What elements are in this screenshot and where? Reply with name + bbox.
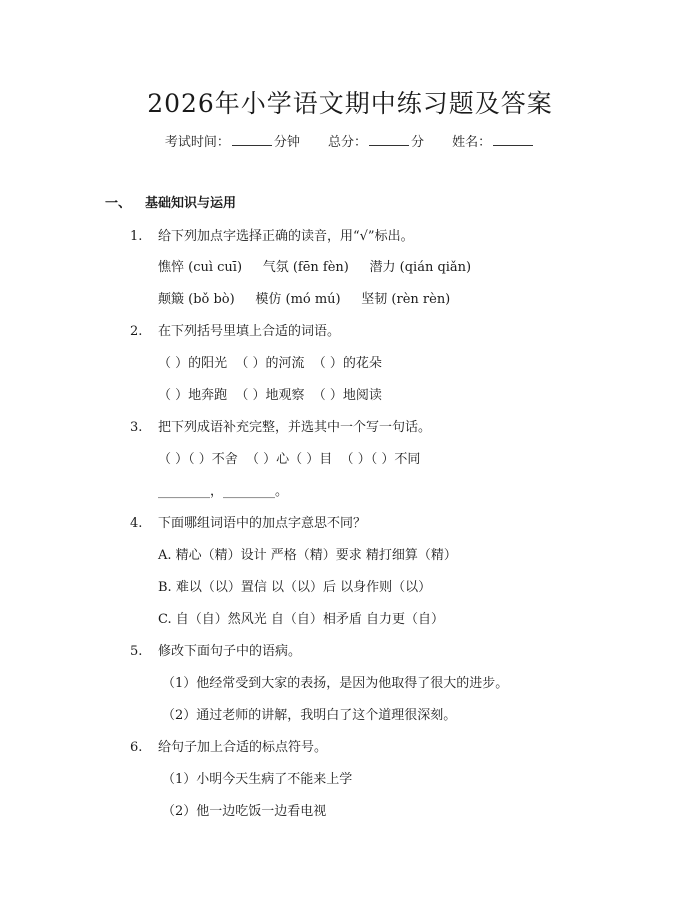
total-score-unit: 分 (411, 135, 425, 150)
section-heading (105, 192, 236, 211)
question-number: 6. (130, 740, 143, 755)
total-score-blank[interactable] (369, 133, 409, 146)
question-option: C. 自（自）然风光 自（自）相矛盾 自力更（自） (158, 612, 445, 627)
question-text: 给句子加上合适的标点符号。 (158, 740, 328, 755)
student-name-blank[interactable] (493, 133, 533, 146)
total-score (328, 135, 428, 150)
exam-time (165, 135, 304, 150)
section-number: 一、 (105, 196, 132, 211)
question-option: A. 精心（精）设计 严格（精）要求 精打细算（精） (158, 548, 457, 563)
total-score-label: 总分： (327, 135, 367, 150)
question-number: 3. (130, 420, 143, 435)
question-5 (130, 640, 301, 659)
question-number: 5. (130, 644, 143, 659)
question-line: （ ）（ ）不舍 （ ）心（ ）目 （ ）（ ）不同 (158, 452, 421, 467)
question-text: 把下列成语补充完整，并选其中一个写一句话。 (158, 420, 432, 435)
student-name (452, 135, 535, 150)
question-2 (130, 320, 340, 339)
question-line: ________，________。 (158, 484, 289, 499)
question-line: （2）他一边吃饭一边看电视 (162, 804, 327, 819)
question-4 (130, 512, 366, 531)
question-text: 给下列加点字选择正确的读音，用“√”标出。 (158, 229, 414, 244)
question-6 (130, 736, 327, 755)
question-line: 憔悴 (cuì cuī) 气氛 (fēn fèn) 潜力 (qián qiǎn) (158, 260, 472, 275)
question-line: （1）他经常受到大家的表扬，是因为他取得了很大的进步。 (162, 676, 509, 691)
question-text: 在下列括号里填上合适的词语。 (158, 324, 341, 339)
question-line: （ ）的阳光 （ ）的河流 （ ）的花朵 (158, 356, 382, 371)
question-option: B. 难以（以）置信 以（以）后 以身作则（以） (158, 580, 432, 595)
question-text: 下面哪组词语中的加点字意思不同？ (158, 516, 367, 531)
question-line: （1）小明今天生病了不能来上学 (162, 772, 353, 787)
question-3 (130, 416, 431, 435)
document-title: 2026年小学语文期中练习题及答案 (147, 89, 553, 118)
exam-time-blank[interactable] (232, 133, 272, 146)
section-title: 基础知识与运用 (145, 196, 237, 211)
question-1 (130, 225, 414, 244)
question-number: 4. (130, 516, 143, 531)
question-number: 1. (130, 229, 143, 244)
student-name-label: 姓名： (452, 135, 492, 150)
exam-time-label: 考试时间： (164, 135, 230, 150)
question-text: 修改下面句子中的语病。 (158, 644, 302, 659)
question-number: 2. (130, 324, 143, 339)
exam-time-unit: 分钟 (273, 135, 300, 150)
question-line: 颠簸 (bǒ bò) 模仿 (mó mú) 坚韧 (rèn rèn) (158, 292, 451, 307)
exam-info (0, 131, 700, 150)
question-line: （ ）地奔跑 （ ）地观察 （ ）地阅读 (158, 388, 382, 403)
question-line: （2）通过老师的讲解，我明白了这个道理很深刻。 (162, 708, 457, 723)
